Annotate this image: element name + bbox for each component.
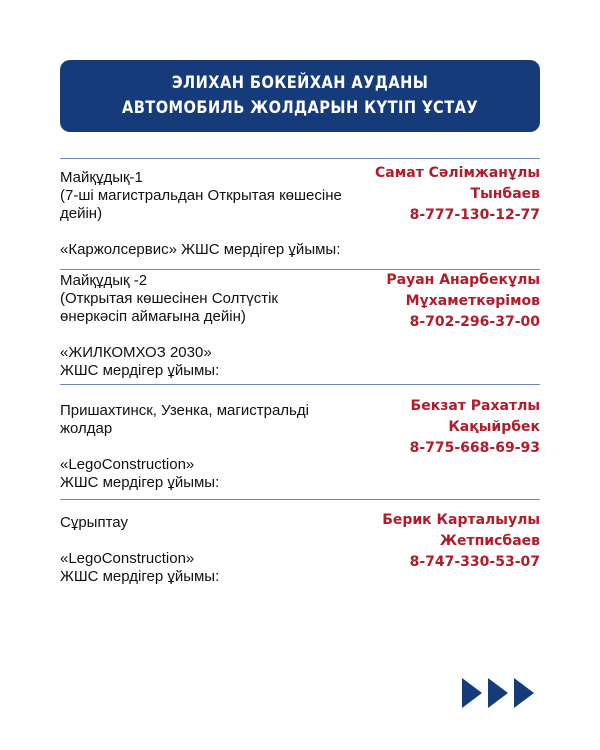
route-block <box>60 514 390 586</box>
contact-name-line: Тынбаев <box>470 186 540 202</box>
contact-name-line: Жетписбаев <box>439 533 540 549</box>
route-line: өнеркәсіп аймағына дейін) <box>60 308 246 325</box>
contact-name-line: Самат Сәлімжанұлы <box>375 165 540 181</box>
route-block <box>60 169 390 259</box>
contact-phone: 8-747-330-53-07 <box>409 554 540 570</box>
contact-name-line: Кақыйрбек <box>448 419 540 435</box>
route-line: Майқұдық-1 <box>60 169 143 186</box>
route-line: дейін) <box>60 205 103 222</box>
contact-name-line: Рауан Анарбекұлы <box>386 272 540 288</box>
route-line: Сұрыптау <box>60 514 128 531</box>
contact-block <box>360 163 540 226</box>
next-arrows-icon[interactable] <box>460 676 540 710</box>
contractor-line: «LegoConstruction» <box>60 550 195 567</box>
contact-name-line: Берик Карталыулы <box>382 512 540 528</box>
contact-block <box>360 510 540 573</box>
route-line: Майқұдық -2 <box>60 272 148 289</box>
route-line: (Открытая көшесінен Солтүстік <box>60 290 278 307</box>
contact-block <box>360 396 540 459</box>
separator <box>60 499 540 500</box>
separator <box>60 158 540 159</box>
separator <box>60 384 540 385</box>
contractor-line: ЖШС мердігер ұйымы: <box>60 362 220 379</box>
route-line: (7-ші магистральдан Открытая көшесіне <box>60 187 342 204</box>
contact-name-line: Мұхаметкәрімов <box>405 293 540 309</box>
contractor-line: ЖШС мердігер ұйымы: <box>60 474 220 491</box>
contractor-line: ЖШС мердігер ұйымы: <box>60 568 220 585</box>
header-title-line-1: ЭЛИХАН БОКЕЙХАН АУДАНЫ <box>171 73 429 93</box>
route-block <box>60 402 390 492</box>
contact-phone: 8-777-130-12-77 <box>409 207 540 223</box>
route-block <box>60 272 390 380</box>
page-header <box>60 60 540 132</box>
contact-phone: 8-775-668-69-93 <box>409 440 540 456</box>
route-line: Пришахтинск, Узенка, магистральді <box>60 402 309 419</box>
contractor-line: «Каржолсервис» ЖШС мердігер ұйымы: <box>60 241 341 258</box>
route-line: жолдар <box>60 420 113 437</box>
header-title-line-2: АВТОМОБИЛЬ ЖОЛДАРЫН КҮТІП ҰСТАУ <box>121 98 479 118</box>
contractor-line: «LegoConstruction» <box>60 456 195 473</box>
contact-name-line: Бекзат Рахатлы <box>410 398 540 414</box>
contractor-line: «ЖИЛКОМХОЗ 2030» <box>60 344 212 361</box>
contact-block <box>360 270 540 333</box>
contact-phone: 8-702-296-37-00 <box>409 314 540 330</box>
